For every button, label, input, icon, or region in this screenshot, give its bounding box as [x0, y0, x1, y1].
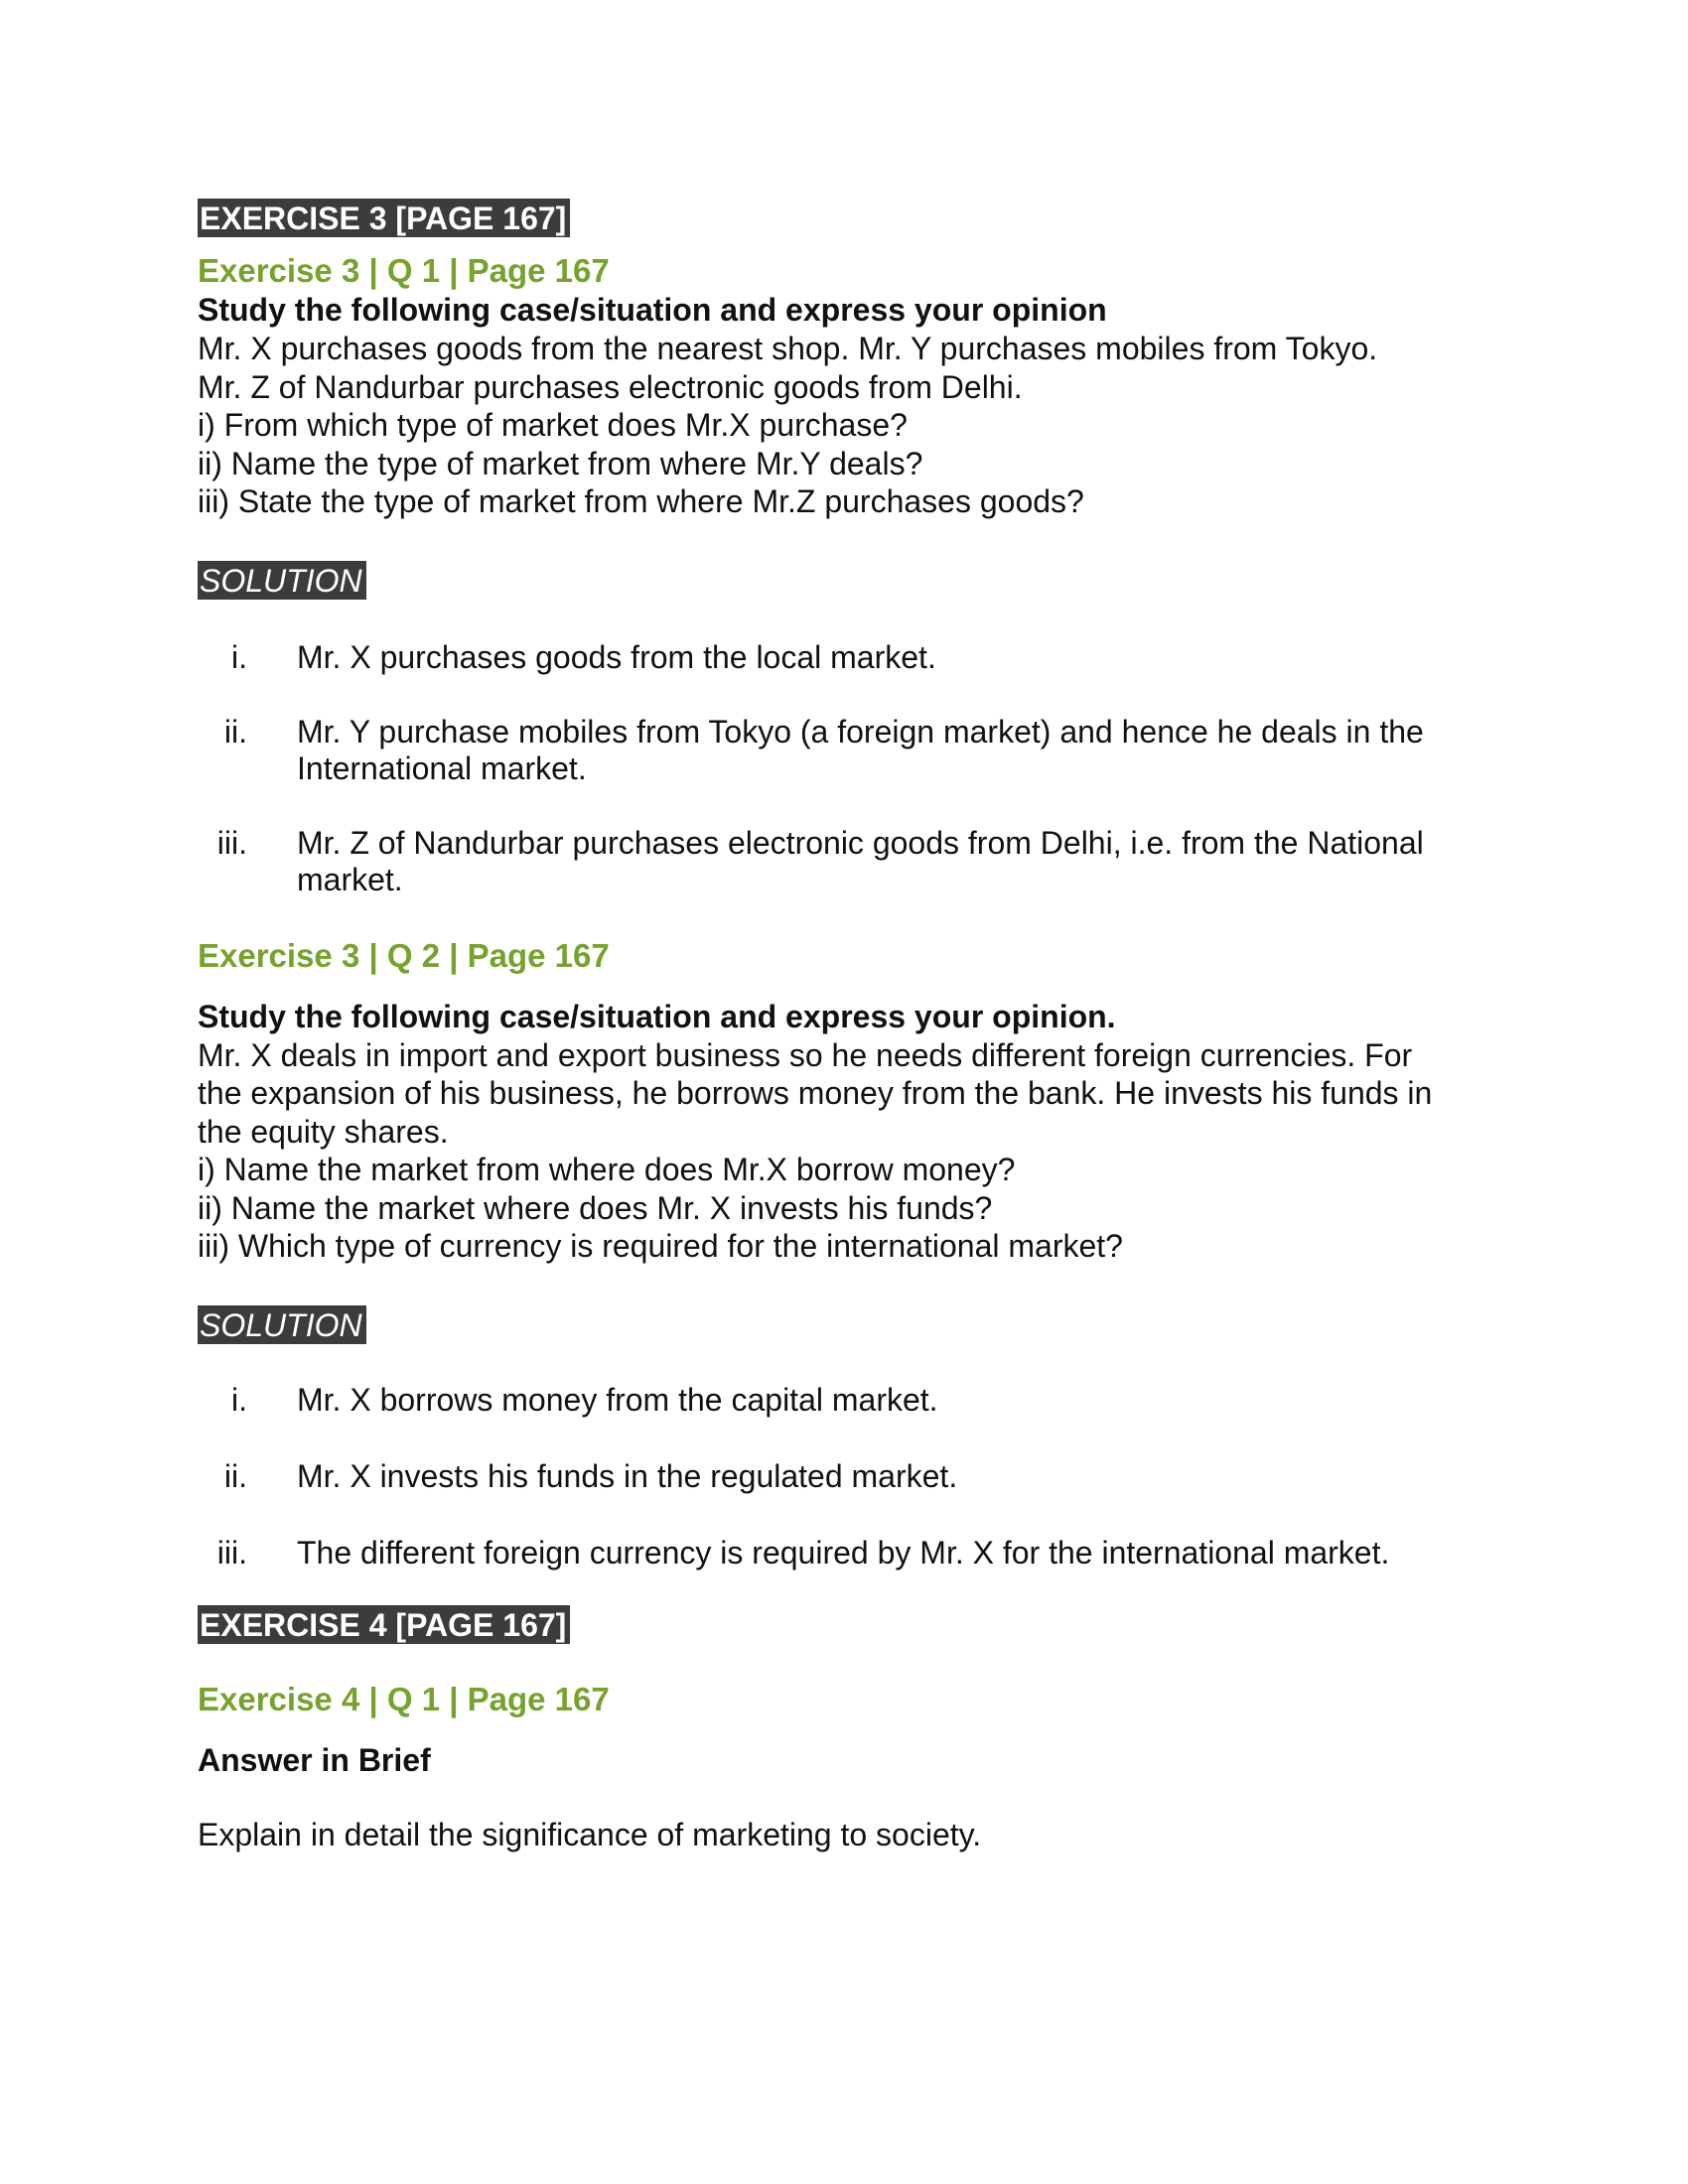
question-3-text: Explain in detail the significance of marketing to society. — [198, 1816, 982, 1852]
exercise-4-label: EXERCISE 4 [PAGE 167] — [198, 1605, 570, 1644]
question-1-answers — [198, 639, 1498, 898]
answer-number: iii. — [216, 1534, 247, 1570]
question-2-text — [198, 1036, 1498, 1266]
question-text-line: ii) Name the market where does Mr. X invests his funds? — [198, 1189, 993, 1226]
answer-item — [198, 714, 1498, 787]
answer-item — [198, 825, 1498, 898]
answer-number: i. — [231, 638, 247, 675]
question-1-prompt: Study the following case/situation and express your opinion — [198, 292, 1107, 328]
question-1-heading: Exercise 3 | Q 1 | Page 167 — [198, 252, 610, 289]
answer-text: Mr. Y purchase mobiles from Tokyo (a foreign market) and hence he deals in the International market. — [297, 713, 1424, 786]
question-text-line: i) Name the market from where does Mr.X borrow money? — [198, 1152, 1016, 1187]
question-3-prompt: Answer in Brief — [198, 1741, 431, 1778]
answer-text: Mr. X invests his funds in the regulated market. — [297, 1457, 958, 1494]
answer-text: Mr. Z of Nandurbar purchases electronic goods from Delhi, i.e. from the National market. — [297, 824, 1424, 897]
answer-number: ii. — [223, 713, 247, 750]
answer-number: iii. — [216, 824, 247, 861]
question-text-line: Mr. Z of Nandurbar purchases electronic goods from Delhi. — [198, 368, 1023, 405]
question-text-line: i) From which type of market does Mr.X purchase? — [198, 407, 908, 443]
solution-label: SOLUTION — [198, 561, 366, 600]
question-text-line: the equity shares. — [198, 1113, 449, 1150]
question-text-line: Mr. X deals in import and export business so he needs different foreign currencies. For — [198, 1036, 1413, 1073]
answer-number: i. — [231, 1381, 247, 1418]
document-page — [198, 199, 1498, 1853]
question-3-heading: Exercise 4 | Q 1 | Page 167 — [198, 1680, 610, 1717]
answer-item — [198, 1458, 1498, 1495]
solution-label: SOLUTION — [198, 1305, 366, 1344]
answer-text: Mr. X purchases goods from the local market. — [297, 638, 936, 675]
answer-text: The different foreign currency is required by Mr. X for the international market. — [297, 1534, 1390, 1570]
question-text-line: iii) Which type of currency is required for the international market? — [198, 1228, 1123, 1264]
answer-item — [198, 1535, 1498, 1571]
question-text-line: the expansion of his business, he borrows money from the bank. He invests his funds in — [198, 1075, 1433, 1111]
question-2-heading: Exercise 3 | Q 2 | Page 167 — [198, 936, 610, 974]
answer-item — [198, 639, 1498, 676]
exercise-3-label: EXERCISE 3 [PAGE 167] — [198, 199, 570, 237]
answer-text: Mr. X borrows money from the capital market. — [297, 1381, 938, 1418]
question-text-line: ii) Name the type of market from where Mr.Y deals? — [198, 445, 923, 481]
question-1-text — [198, 330, 1498, 521]
question-text-line: iii) State the type of market from where Mr.Z purchases goods? — [198, 483, 1084, 519]
answer-number: ii. — [223, 1457, 247, 1494]
answer-item — [198, 1382, 1498, 1419]
question-2-prompt: Study the following case/situation and express your opinion. — [198, 998, 1116, 1034]
question-2-answers — [198, 1382, 1498, 1571]
question-text-line: Mr. X purchases goods from the nearest shop. Mr. Y purchases mobiles from Tokyo. — [198, 331, 1378, 366]
